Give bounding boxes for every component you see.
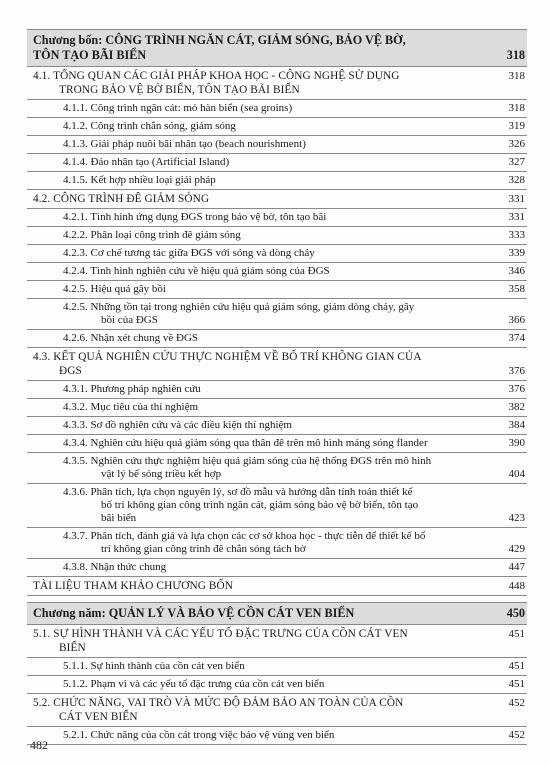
subsection-line2: bố trí không gian công trình ngăn cát, giảm sóng bảo vệ bờ biển, tôn tạo (101, 499, 419, 511)
toc-subsection-4-1-1[interactable] (27, 100, 527, 118)
toc-subsection-4-2-6[interactable] (27, 330, 527, 348)
subsection-title: 5.1.1. Sự hình thành của cồn cát ven biển (63, 660, 245, 672)
section-line2: ĐGS (59, 365, 82, 377)
toc-subsection-4-3-7[interactable] (27, 528, 527, 559)
page-number: 404 (508, 468, 525, 480)
page-number: 382 (508, 401, 525, 413)
toc-section-4-3[interactable] (27, 348, 527, 381)
section-line1: 4.3. KẾT QUẢ NGHIÊN CỨU THỰC NGHIỆM VỀ BỐ TRÍ KHÔNG GIAN CỦA (33, 351, 422, 363)
subsection-line1: 4.3.7. Phân tích, đánh giá và lựa chọn các cơ sở khoa học - thực tiễn để thiết kế bố (63, 530, 426, 542)
page-number: 376 (508, 365, 525, 377)
toc-subsection-4-2-5b[interactable] (27, 299, 527, 330)
toc-subsection-4-2-4[interactable] (27, 263, 527, 281)
chapter-label: Chương năm: (33, 606, 106, 620)
toc-subsection-4-1-5[interactable] (27, 172, 527, 190)
page-number: 331 (508, 211, 525, 223)
subsection-title: 4.2.1. Tình hình ứng dụng ĐGS trong bảo vệ bờ, tôn tạo bãi (63, 211, 327, 223)
toc-subsection-4-3-5[interactable] (27, 453, 527, 484)
toc-subsection-4-1-4[interactable] (27, 154, 527, 172)
page-number: 448 (508, 580, 525, 592)
page-number: 447 (508, 561, 525, 573)
subsection-title: 4.3.3. Sơ đồ nghiên cứu và các điều kiện thí nghiệm (63, 419, 292, 431)
page-number: 319 (508, 120, 525, 132)
page-number: 318 (506, 48, 525, 62)
toc-subsection-4-1-2[interactable] (27, 118, 527, 136)
page-number: 318 (508, 70, 525, 82)
chapter-title-text: QUẢN LÝ VÀ BẢO VỆ CỒN CÁT VEN BIỂN (108, 606, 355, 620)
toc-subsection-4-3-4[interactable] (27, 435, 527, 453)
page-number: 450 (506, 606, 525, 620)
subsection-title: 4.3.1. Phương pháp nghiên cứu (63, 383, 201, 395)
toc-subsection-4-3-8[interactable] (27, 559, 527, 577)
chapter-label: Chương bốn: (33, 33, 103, 47)
subsection-line1: 4.3.5. Nghiên cứu thực nghiệm hiệu quả giảm sóng của hệ thống ĐGS trên mô hình (63, 455, 432, 467)
page-number: 451 (508, 628, 525, 640)
page-number: 333 (508, 229, 525, 241)
subsection-title: 4.1.4. Đảo nhân tạo (Artificial Island) (63, 156, 230, 168)
page-number: 331 (508, 193, 525, 205)
section-line1: 4.1. TỔNG QUAN CÁC GIẢI PHÁP KHOA HỌC - CÔNG NGHỆ SỬ DỤNG (33, 70, 400, 82)
page-number: 452 (508, 729, 525, 741)
subsection-line2: bồi của ĐGS (101, 314, 158, 326)
page-number: 328 (508, 174, 525, 186)
toc-subsection-5-1-1[interactable] (27, 658, 527, 676)
table-of-contents (27, 29, 527, 745)
chapter-title (27, 30, 495, 66)
page-number: 423 (508, 512, 525, 524)
section-title: 4.2. CÔNG TRÌNH ĐÊ GIẢM SÓNG (33, 193, 210, 205)
toc-subsection-4-3-2[interactable] (27, 399, 527, 417)
chapter-title-line1: CÔNG TRÌNH NGĂN CÁT, GIẢM SÓNG, BẢO VỆ BỜ, (105, 33, 406, 47)
chapter-title (27, 603, 495, 624)
page-number: 358 (508, 283, 525, 295)
subsection-title: 4.1.1. Công trình ngăn cát: mỏ hàn biển (sea groins) (63, 102, 293, 114)
references-title: TÀI LIỆU THAM KHẢO CHƯƠNG BỐN (33, 580, 234, 592)
page-number: 327 (508, 156, 525, 168)
toc-subsection-4-3-3[interactable] (27, 417, 527, 435)
page-number: 384 (508, 419, 525, 431)
page-number: 326 (508, 138, 525, 150)
toc-section-4-2[interactable] (27, 190, 527, 209)
subsection-title: 4.3.4. Nghiên cứu hiệu quả giảm sóng qua thân đê trên mô hình máng sóng flander (63, 437, 428, 449)
toc-section-5-2[interactable] (27, 694, 527, 727)
toc-subsection-5-1-2[interactable] (27, 676, 527, 694)
subsection-title: 4.1.5. Kết hợp nhiều loại giải pháp (63, 174, 216, 186)
section-line2: TRONG BẢO VỆ BỜ BIỂN, TÔN TẠO BÃI BIỂN (59, 84, 300, 96)
subsection-line2: trí không gian công trình đê chắn sóng tách bờ (101, 543, 306, 555)
page-number: 318 (508, 102, 525, 114)
page-number: 451 (508, 678, 525, 690)
toc-subsection-4-1-3[interactable] (27, 136, 527, 154)
subsection-line2: vật lý bể sóng triều kết hợp (101, 468, 222, 480)
page-number: 390 (508, 437, 525, 449)
toc-subsection-4-2-2[interactable] (27, 227, 527, 245)
toc-subsection-4-2-1[interactable] (27, 209, 527, 227)
toc-subsection-5-2-1[interactable] (27, 727, 527, 745)
subsection-title: 4.2.6. Nhận xét chung về ĐGS (63, 332, 199, 344)
toc-subsection-4-3-6[interactable] (27, 484, 527, 528)
subsection-title: 4.2.4. Tình hình nghiên cứu về hiệu quả giảm sóng của ĐGS (63, 265, 330, 277)
subsection-title: 4.3.8. Nhận thức chung (63, 561, 167, 573)
subsection-line1: 4.2.5. Những tồn tại trong nghiên cứu hiệu quả giảm sóng, giảm dòng chảy, gây (63, 301, 415, 313)
page-number: 339 (508, 247, 525, 259)
subsection-line3: bãi biển (101, 512, 137, 524)
page-footer-number: 482 (30, 738, 48, 752)
toc-subsection-4-3-1[interactable] (27, 381, 527, 399)
chapter-title-line2: TÔN TẠO BÃI BIỂN (33, 48, 147, 62)
subsection-title: 4.1.2. Công trình chắn sóng, giảm sóng (63, 120, 236, 132)
page-number: 374 (508, 332, 525, 344)
section-line2: BIỂN (59, 642, 86, 654)
page-number: 452 (508, 697, 525, 709)
subsection-title: 4.2.3. Cơ chế tương tác giữa ĐGS với sóng và dòng chảy (63, 247, 315, 259)
toc-chapter-5[interactable] (27, 602, 527, 625)
section-line1: 5.1. SỰ HÌNH THÀNH VÀ CÁC YẾU TỐ ĐẶC TRƯNG CỦA CỒN CÁT VEN (33, 628, 408, 640)
subsection-title: 4.2.2. Phân loại công trình đê giảm sóng (63, 229, 241, 241)
toc-subsection-4-2-3[interactable] (27, 245, 527, 263)
subsection-title: 4.3.2. Mục tiêu của thí nghiệm (63, 401, 199, 413)
toc-section-4-1[interactable] (27, 67, 527, 100)
section-line1: 5.2. CHỨC NĂNG, VAI TRÒ VÀ MỨC ĐỘ ĐẢM BẢO AN TOÀN CỦA CỒN (33, 697, 404, 709)
page-number: 429 (508, 543, 525, 555)
subsection-title: 4.2.5. Hiệu quả gây bồi (63, 283, 166, 295)
toc-section-5-1[interactable] (27, 625, 527, 658)
page-number: 376 (508, 383, 525, 395)
subsection-title: 5.1.2. Phạm vi và các yếu tố đặc trưng của cồn cát ven biển (63, 678, 325, 690)
subsection-title: 4.1.3. Giải pháp nuôi bãi nhân tạo (beach nourishment) (63, 138, 306, 150)
toc-references-chapter-4[interactable] (27, 577, 527, 596)
toc-chapter-4[interactable] (27, 30, 527, 67)
subsection-title: 5.2.1. Chức năng của cồn cát trong việc bảo vệ vùng ven biển (63, 729, 335, 741)
page-number: 366 (508, 314, 525, 326)
subsection-line1: 4.3.6. Phân tích, lựa chọn nguyên lý, sơ đồ mẫu và hướng dẫn tính toán thiết kế (63, 486, 413, 498)
toc-subsection-4-2-5a[interactable] (27, 281, 527, 299)
section-line2: CÁT VEN BIỂN (59, 711, 138, 723)
page-number: 451 (508, 660, 525, 672)
page-number: 346 (508, 265, 525, 277)
